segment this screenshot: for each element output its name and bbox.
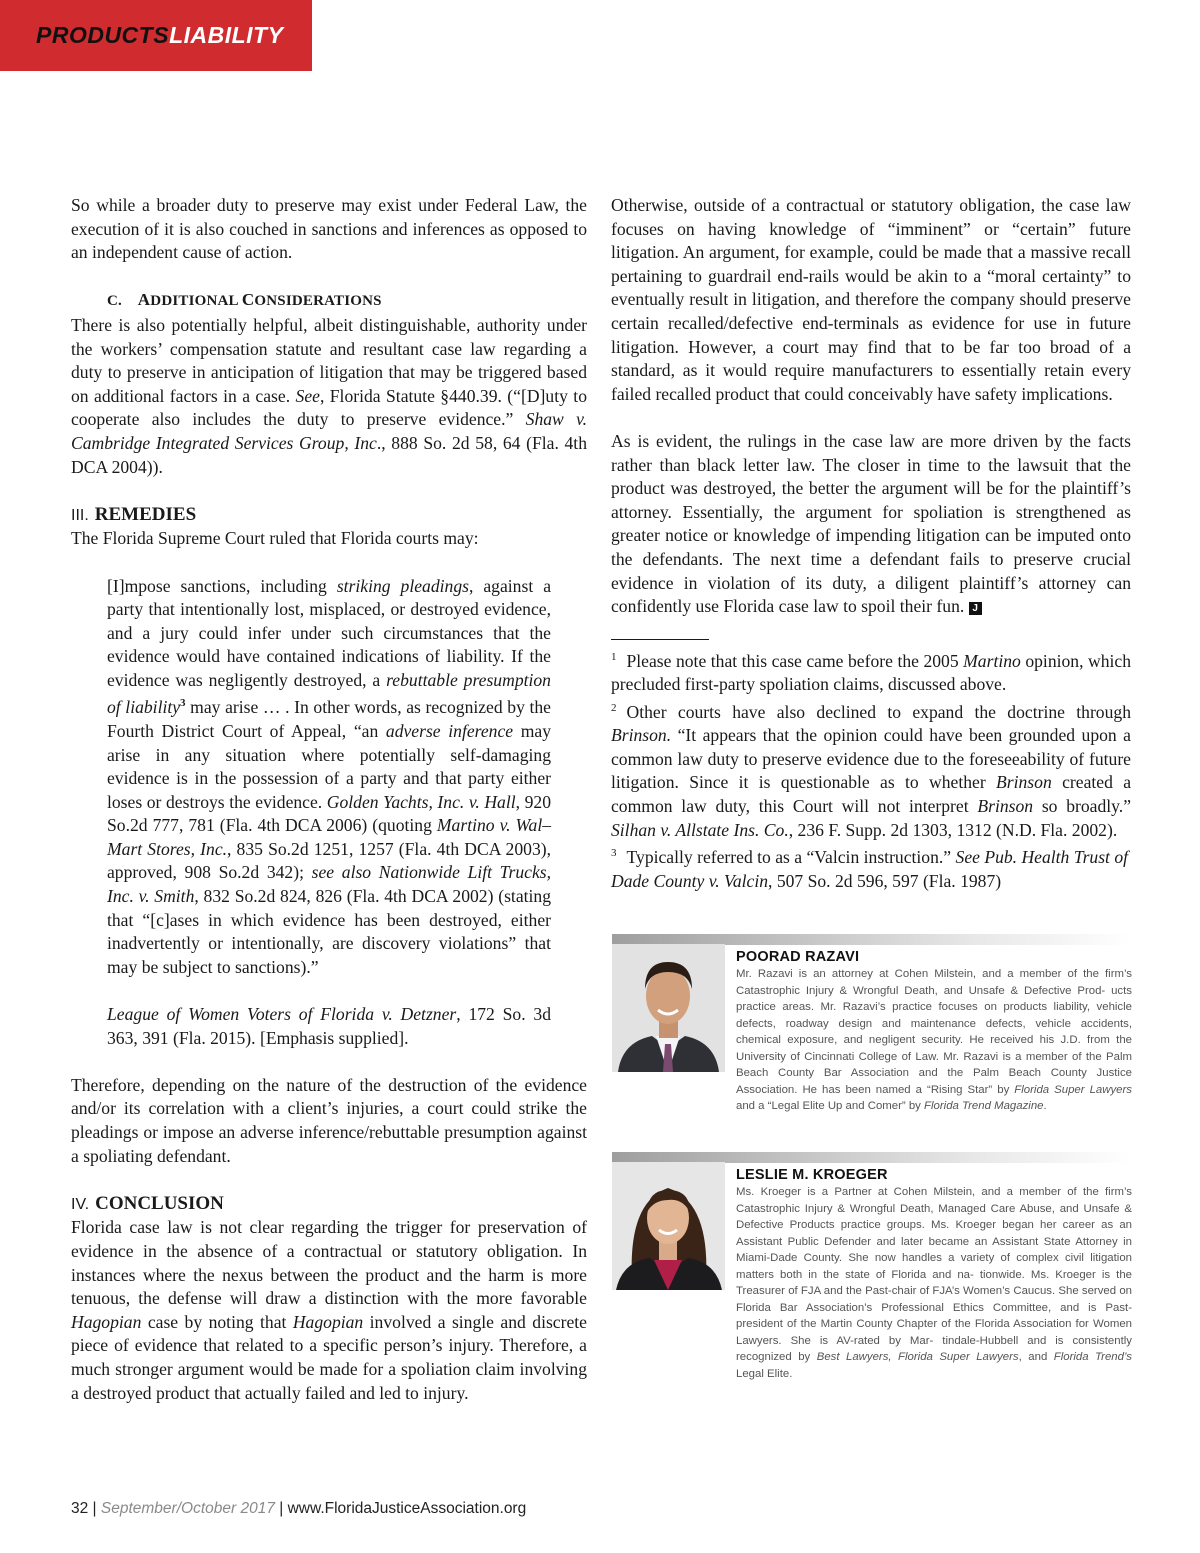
page-footer: 32 | September/October 2017 | www.FloridaJusticeAssociation.org	[71, 1500, 527, 1517]
paragraph: Therefore, depending on the nature of the destruction of the evidence and/or its correlation with a client’s injuries, a court could strike the pleadings or impose an adverse inference/rebuttable presumption against a spoliating defendant.	[71, 1074, 587, 1166]
section-tab-label-part1: PRODUCTS	[36, 22, 170, 48]
paragraph: There is also potentially helpful, albeit distinguishable, authority under the workers’ compensation statute and resultant case law regarding a duty to preserve in anticipation of litigation that may be triggered based on additional factors in a case. See, Florida Statute §440.39. (“[D]uty to cooperate also includes the duty to preserve evidence.” Shaw v. Cambridge Integrated Services Group, Inc., 888 So. 2d 58, 64 (Fla. 4th DCA 2004)).	[71, 314, 587, 477]
author-bio-kroeger	[612, 1152, 1132, 1392]
issue-date: September/October 2017	[100, 1500, 275, 1517]
section-heading-conclusion: IV. CONCLUSION	[71, 1192, 224, 1214]
website-link[interactable]: www.FloridaJusticeAssociation.org	[287, 1500, 527, 1517]
page-number: 32	[71, 1500, 89, 1517]
section-tab-label-part2: LIABILITY	[169, 22, 284, 48]
footnote-divider	[611, 639, 709, 640]
left-column	[71, 194, 587, 1405]
paragraph: Otherwise, outside of a contractual or statutory obligation, the case law focuses on having knowledge of “imminent” or “certain” future litigation. An argument, for example, could be made that a massive recall pertaining to guardrail end-rails would be akin to a “moral certainty” to eventually result in litigation, and therefore the company should preserve certain recalled/defective end-terminals as evidence for use in future litigation. However, a court may find that to be far too broad of a standard, as it would require manufacturers to essentially retain every failed recalled product that could conceivably have safety implications.	[611, 195, 1131, 404]
paragraph: So while a broader duty to preserve may exist under Federal Law, the execution of it is also couched in sanctions and inferences as opposed to an independent cause of action.	[71, 195, 587, 263]
subheading-additional-considerations: C. ADDITIONAL CONSIDERATIONS	[107, 290, 382, 310]
author-name: LESLIE M. KROEGER	[736, 1167, 888, 1183]
bio-text	[736, 948, 1132, 1115]
section-tab	[0, 0, 312, 71]
author-bio-body: Ms. Kroeger is a Partner at Cohen Milstein, and a member of the firm’s Catastrophic Injury & Wrongful Death, Managed Care Abuse, and Unsafe & Defective Products practice groups. Ms. Kroeger began her career as an Assistant Public Defender and later became an Assistant State Attorney in Miami-Dade County. She now handles a variety of complex civil litigation matters both in the state of Florida and na- tionwide. Ms. Kroeger is the Treasurer of FJA and the Past-chair of FJA’s Women’s Caucus. She served on Florida Bar Association’s Professional Ethics Committee, and is Past-president of the Martin County Chapter of the Florida Association for Women Lawyers. She is AV-rated by Mar- tindale-Hubbell and is consistently recognized by Best Lawyers, Florida Super Lawyers, and Florida Trend’s Legal Elite.	[736, 1186, 1132, 1380]
paragraph: As is evident, the rulings in the case law are more driven by the facts rather than black letter law. The closer in time to the lawsuit that the product was destroyed, the better the argument will be for the plaintiff’s attorney. Essentially, the argument for spoliation is strengthened as greater notice or knowledge of impending litigation can be imputed onto the defendants. The next time a defendant fails to preserve crucial evidence in violation of its duty, a diligent plaintiff’s attorney can confidently use Florida case law to spoil their fun. J	[611, 430, 1131, 617]
end-of-article-mark-icon: J	[969, 602, 982, 615]
author-bio-razavi	[612, 934, 1132, 1144]
author-bio-body: Mr. Razavi is an attorney at Cohen Milstein, and a member of the firm’s Catastrophic Injury & Wrongful Death, and Unsafe & Defective Prod- ucts practice areas. Mr. Razavi’s practice focuses on products liability, vehicle defects, roadway design and maintenance defects, vehicle accidents, chemical exposure, and negligent security. He received his J.D. from the University of Cincinnati College of Law. Mr. Razavi is a member of the Palm Beach County Bar Association and the Palm Beach County Justice Association. He has been named a “Rising Star” by Florida Super Lawyers and a “Legal Elite Up and Comer” by Florida Trend Magazine.	[736, 968, 1132, 1112]
block-quote-citation: League of Women Voters of Florida v. Detzner, 172 So. 3d 363, 391 (Fla. 2015). [Emphasis supplied].	[107, 1004, 552, 1048]
author-name: POORAD RAZAVI	[736, 949, 860, 965]
bio-text	[736, 1166, 1132, 1382]
footnote: $^1$ Please note that this case came before the 2005 Martino opinion, which precluded first-party spoliation claims, discussed above.	[611, 650, 1132, 695]
section-heading-remedies: III. REMEDIES	[71, 503, 197, 525]
right-column	[611, 194, 1131, 893]
author-photo	[612, 944, 725, 1072]
footnote: $^3$ Typically referred to as a “Valcin instruction.” See Pub. Health Trust of Dade County v. Valcin, 507 So. 2d 596, 597 (Fla. 1987)	[611, 847, 1129, 891]
author-photo	[612, 1162, 725, 1290]
paragraph: Florida case law is not clear regarding the trigger for preservation of evidence in the absence of a contractual or statutory obligation. In instances where the nexus between the product and the harm is more tenuous, the defense will draw a distinction with the more favorable Hagopian case by noting that Hagopian involved a single and discrete piece of evidence that related to a specific person’s injury. Therefore, a much stronger argument would be made for a spoliation claim involving a destroyed product that actually failed and led to injury.	[71, 1217, 587, 1403]
section-tab-label	[36, 22, 283, 49]
footnote: $^2$ Other courts have also declined to expand the doctrine through Brinson. “It appears that the opinion could have been grounded upon a common law duty to preserve evidence due to the foreseeability of future litigation. Since it is questionable as to whether Brinson created a common law duty, this Court will not interpret Brinson so broadly.” Silhan v. Allstate Ins. Co., 236 F. Supp. 2d 1303, 1312 (N.D. Fla. 2002).	[611, 701, 1132, 840]
block-quote: [I]mpose sanctions, including striking pleadings, against a party that intentionally lost, misplaced, or destroyed evidence, and a jury could infer under such circumstances that the evidence would have contained indications of liability. If the evidence was negligently destroyed, a rebuttable presumption of liability$^3$ may arise … . In other words, as recognized by the Fourth District Court of Appeal, “an adverse inference may arise in any situation where potentially self-damaging evidence is in the possession of a party and that party either loses or destroys the evidence. Golden Yachts, Inc. v. Hall, 920 So.2d 777, 781 (Fla. 4th DCA 2006) (quoting Martino v. Wal–Mart Stores, Inc., 835 So.2d 1251, 1257 (Fla. 4th DCA 2003), approved, 908 So.2d 342); see also Nationwide Lift Trucks, Inc. v. Smith, 832 So.2d 824, 826 (Fla. 4th DCA 2002) (stating that “[c]ases in which evidence has been destroyed, either inadvertently or intentionally, are discovery violations” that may be subject to sanctions).”	[107, 575, 552, 977]
paragraph: The Florida Supreme Court ruled that Florida courts may:	[71, 528, 479, 549]
